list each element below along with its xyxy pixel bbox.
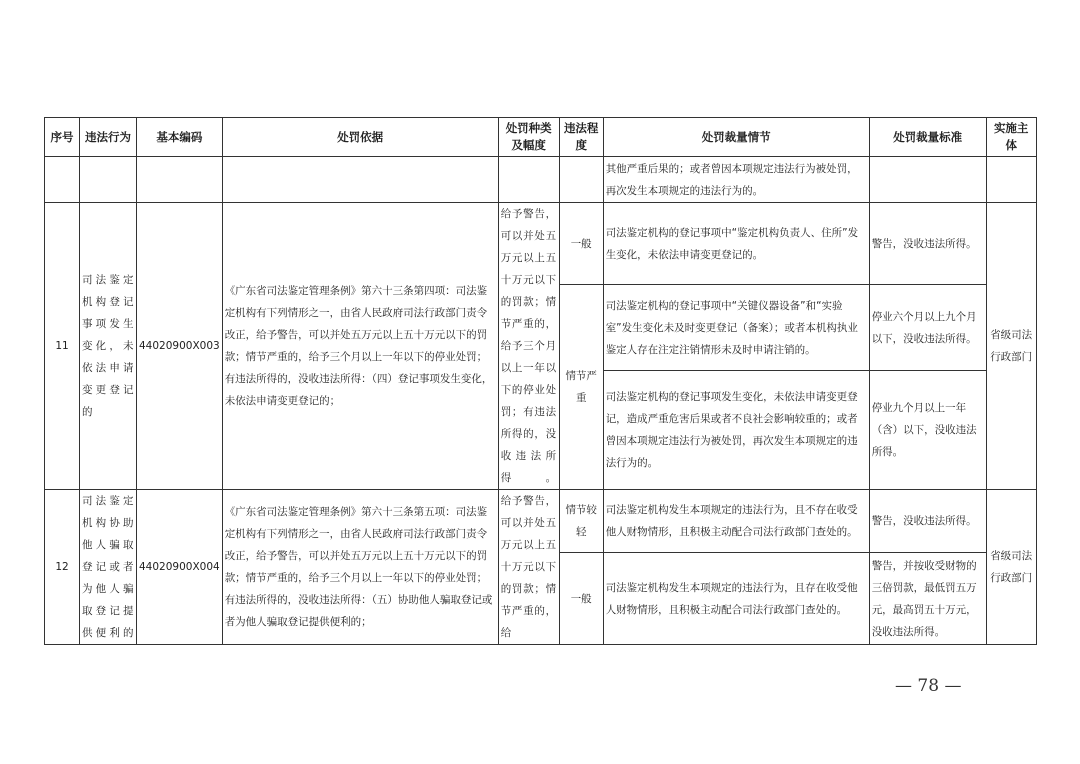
row-11-no: 11 [45,203,80,490]
cont-circumstance: 其他严重后果的；或者曾因本项规定违法行为被处罚，再次发生本项规定的违法行为的。 [603,157,869,203]
row-12-act: 司法鉴定机构协助他人骗取登记或者为他人骗取登记提供便利的 [80,490,137,645]
header-standard: 处罚裁量标准 [869,118,986,157]
header-circumstance: 处罚裁量情节 [603,118,869,157]
header-kind-line1: 处罚种类 [505,121,552,135]
row-12-code: 44020900X004 [137,490,223,645]
row-12-no: 12 [45,490,80,645]
cont-empty-standard [869,157,986,203]
row-11-circumstance-1: 司法鉴定机构的登记事项中“鉴定机构负责人、住所”发生变化，未依法申请变更登记的。 [603,203,869,285]
cont-empty-no [45,157,80,203]
row-12-standard-1: 警告，没收违法所得。 [869,490,986,553]
row-11-act: 司法鉴定机构登记事项发生变化，未依法申请变更登记的 [80,203,137,490]
cont-empty-code [137,157,223,203]
cont-empty-subject [986,157,1036,203]
cont-empty-basis [222,157,498,203]
row-12-degree-1: 情节较轻 [559,490,603,553]
row-12-circumstance-2: 司法鉴定机构发生本项规定的违法行为，且存在收受他人财物情形，且积极主动配合司法行政部门查处的。 [603,553,869,645]
cont-empty-degree [559,157,603,203]
table-row [45,203,1037,285]
row-11-code: 44020900X003 [137,203,223,490]
row-11-circumstance-2: 司法鉴定机构的登记事项中“关键仪器设备”和“实验室”发生变化未及时变更登记（备案）；或者本机构执业鉴定人存在注定注销情形未及时申请注销的。 [603,285,869,371]
header-kind [498,118,559,157]
header-degree-line1: 违法程 [563,121,599,135]
header-act: 违法行为 [80,118,137,157]
header-row [45,118,1037,157]
row-12-subject: 省级司法行政部门 [986,490,1036,645]
header-no: 序号 [45,118,80,157]
header-degree-line2: 度 [575,138,587,152]
row-11-standard-3: 停业九个月以上一年（含）以下，没收违法所得。 [869,371,986,490]
header-basis: 处罚依据 [222,118,498,157]
page-number: — 78 — [895,676,962,696]
row-12-basis: 《广东省司法鉴定管理条例》第六十三条第五项：司法鉴定机构有下列情形之一，由省人民政府司法行政部门责令改正，给予警告，可以并处五万元以上五十万元以下的罚款；情节严重的，给予三个月以上一年以下的停业处罚；有违法所得的，没收违法所得：（五）协助他人骗取登记或者为他人骗取登记提供便利的； [222,490,498,645]
row-11-degree-2: 情节严重 [559,285,603,490]
penalty-discretion-table [44,117,1037,645]
row-11-standard-2: 停业六个月以上九个月以下，没收违法所得。 [869,285,986,371]
row-12-kind: 给予警告，可以并处五万元以上五十万元以下的罚款；情节严重的，给 [498,490,559,645]
row-11-kind: 给予警告，可以并处五万元以上五十万元以下的罚款；情节严重的，给予三个月以上一年以下的停业处罚；有违法所得的，没收违法所得。 [498,203,559,490]
row-11-circumstance-3: 司法鉴定机构的登记事项发生变化，未依法申请变更登记，造成严重危害后果或者不良社会影响较重的；或者曾因本项规定违法行为被处罚，再次发生本项规定的违法行为的。 [603,371,869,490]
row-11-subject: 省级司法行政部门 [986,203,1036,490]
header-degree [559,118,603,157]
cont-empty-act [80,157,137,203]
continuation-row [45,157,1037,203]
row-11-basis: 《广东省司法鉴定管理条例》第六十三条第四项：司法鉴定机构有下列情形之一，由省人民政府司法行政部门责令改正，给予警告，可以并处五万元以上五十万元以下的罚款；情节严重的，给予三个月以上一年以下的停业处罚；有违法所得的，没收违法所得：（四）登记事项发生变化，未依法申请变更登记的； [222,203,498,490]
header-kind-line2: 及幅度 [511,138,546,152]
header-subject: 实施主体 [986,118,1036,157]
row-12-circumstance-1: 司法鉴定机构发生本项规定的违法行为，且不存在收受他人财物情形，且积极主动配合司法行政部门查处的。 [603,490,869,553]
row-12-standard-2: 警告，并按收受财物的三倍罚款，最低罚五万元，最高罚五十万元，没收违法所得。 [869,553,986,645]
header-code: 基本编码 [137,118,223,157]
row-12-degree-2: 一般 [559,553,603,645]
table-row [45,490,1037,553]
row-11-degree-1: 一般 [559,203,603,285]
cont-empty-kind [498,157,559,203]
row-11-standard-1: 警告，没收违法所得。 [869,203,986,285]
